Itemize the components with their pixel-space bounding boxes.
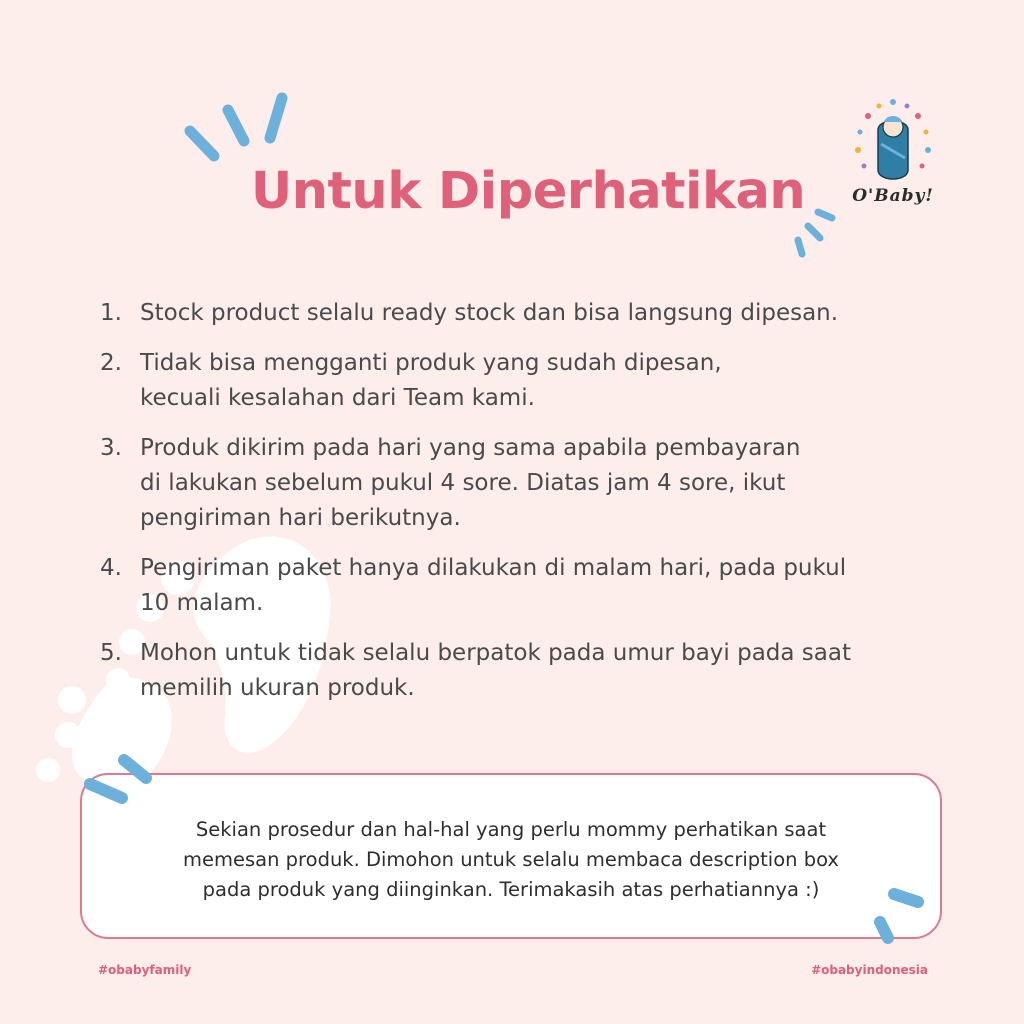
list-item-text [140,431,960,536]
list-item [100,551,960,621]
list-item-text [140,636,960,706]
page-title: Untuk Diperhatikan [250,162,806,221]
closing-note-box [80,773,942,939]
list-item-number: 1. [100,300,122,326]
list-item-line: kecuali kesalahan dari Team kami. [140,385,535,411]
decorative-strokes-icon [176,86,296,166]
brand-name: O'Baby! [852,186,934,206]
list-item [100,636,960,706]
rules-list [100,296,960,721]
decorative-strokes-icon [80,748,160,814]
list-item-line: Mohon untuk tidak selalu berpatok pada umur bayi pada saat [140,640,852,666]
closing-note-text [122,815,900,905]
list-item [100,296,960,331]
swaddled-baby-icon [848,96,938,186]
list-item-number: 3. [100,435,122,461]
brand-logo [838,96,948,218]
list-item-number: 2. [100,350,122,376]
list-item [100,346,960,416]
list-item-line: di lakukan sebelum pukul 4 sore. Diatas jam 4 sore, ikut [140,470,786,496]
hashtag-right: #obabyindonesia [811,963,928,977]
list-item-number: 4. [100,555,122,581]
list-item-number: 5. [100,640,122,666]
note-line: memesan produk. Dimohon untuk selalu membaca description box [183,848,839,871]
list-item-line: memilih ukuran produk. [140,675,415,701]
list-item-line: Stock product selalu ready stock dan bisa langsung dipesan. [140,300,839,326]
decorative-strokes-icon [866,880,930,950]
list-item-line: pengiriman hari berikutnya. [140,505,461,531]
list-item-text [140,296,960,331]
list-item-line: Tidak bisa mengganti produk yang sudah dipesan, [140,350,722,376]
note-line: Sekian prosedur dan hal-hal yang perlu mommy perhatikan saat [195,818,827,841]
hashtag-left: #obabyfamily [98,963,192,977]
list-item-line: Pengiriman paket hanya dilakukan di malam hari, pada pukul [140,555,847,581]
list-item-text [140,346,960,416]
list-item-text [140,551,960,621]
list-item-line: Produk dikirim pada hari yang sama apabila pembayaran [140,435,801,461]
list-item [100,431,960,536]
list-item-line: 10 malam. [140,590,264,616]
note-line: pada produk yang diinginkan. Terimakasih atas perhatiannya :) [202,878,820,901]
